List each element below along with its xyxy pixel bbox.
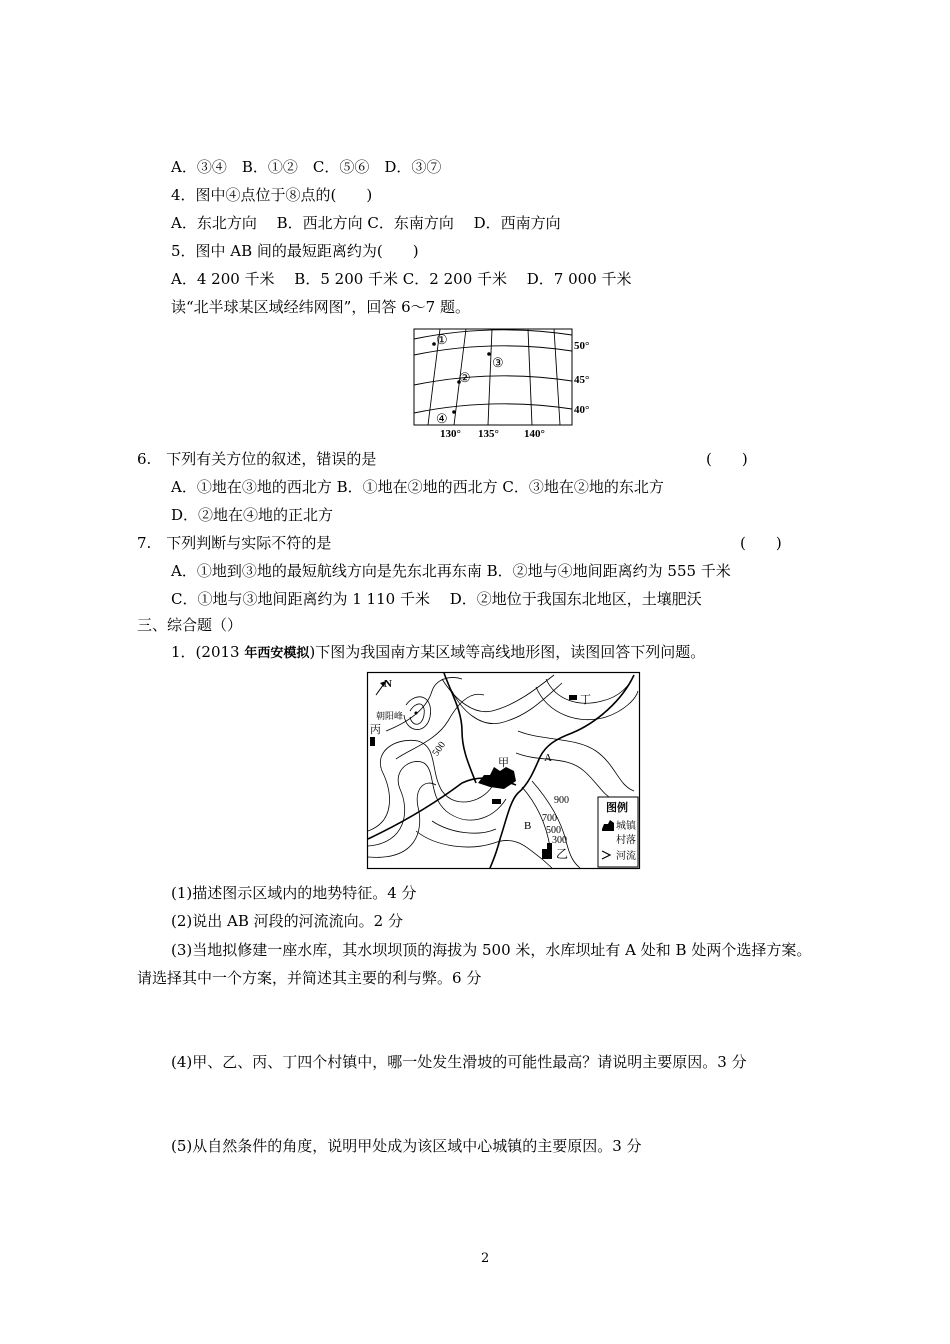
peak-label: 朝阳峰 xyxy=(376,711,404,721)
longitude-label-130: 130° xyxy=(440,428,461,440)
q4-stem: 4．图中④点位于⑧点的( ) xyxy=(171,186,373,204)
town-jia-label: 甲 xyxy=(498,757,509,769)
composite-q1-sub3-line1: (3)当地拟修建一座水库，其水坝坝顶的海拔为 500 米，水库坝址有 A 处和 B 处两个选择方案。 xyxy=(171,941,812,959)
contour-label-500-left: 500 xyxy=(430,739,449,759)
q5-options: A．4 200 千米 B．5 200 千米 C．2 200 千米 D．7 000 千米 xyxy=(171,270,632,288)
point-b-label: B xyxy=(524,820,532,832)
q7-options-line2: C．①地与③地间距离约为 1 110 千米 D．②地位于我国东北地区，土壤肥沃 xyxy=(171,590,702,608)
composite-q1-sub5: (5)从自然条件的角度，说明甲处成为该区域中心城镇的主要原因。3 分 xyxy=(171,1137,642,1155)
grid-point-3: ③ xyxy=(492,355,504,370)
village-ding-label: 丁 xyxy=(580,694,591,706)
latitude-label-40: 40° xyxy=(574,404,590,416)
composite-q1-sub3-line2: 请选择其中一个方案，并简述其主要的利与弊。6 分 xyxy=(137,969,482,987)
contour-label-700: 700 xyxy=(542,813,557,824)
q7-stem: 7. 下列判断与实际不符的是 xyxy=(137,534,332,552)
longitude-label-140: 140° xyxy=(524,428,545,440)
q7-answer-paren: ( ) xyxy=(740,534,782,552)
q6-options-line2: D．②地在④地的正北方 xyxy=(171,506,334,524)
lat-lon-grid-figure xyxy=(412,327,602,441)
grid-point-2: ② xyxy=(459,370,471,385)
page-number: 2 xyxy=(481,1251,490,1266)
contour-label-500-right: 500 xyxy=(546,825,561,836)
section-3-heading: 三、综合题（） xyxy=(137,616,243,634)
composite-q1-sub2: (2)说出 AB 河段的河流流向。2 分 xyxy=(171,912,403,930)
longitude-label-135: 135° xyxy=(478,428,499,440)
q6-options-line1: A．①地在③地的西北方 B．①地在②地的西北方 C．③地在②地的东北方 xyxy=(171,478,664,496)
point-a-label: A xyxy=(544,752,552,764)
composite-q1-prefix: 1．(2013 xyxy=(171,643,245,661)
composite-q1-rest: )下图为我国南方某区域等高线地形图，读图回答下列问题。 xyxy=(309,643,706,661)
q6-stem: 6. 下列有关方位的叙述，错误的是 xyxy=(137,450,377,468)
village-yi-label: 乙 xyxy=(556,847,569,861)
q3-options: A．③④ B．①② C．⑤⑥ D．③⑦ xyxy=(171,158,442,176)
contour-label-900: 900 xyxy=(554,795,569,806)
village-bing-label: 丙 xyxy=(370,724,381,736)
q4-options: A．东北方向 B．西北方向 C．东南方向 D．西南方向 xyxy=(171,214,561,232)
legend-title: 图例 xyxy=(606,802,628,814)
q6-answer-paren: ( ) xyxy=(706,450,748,468)
composite-q1-source: 年西安模拟 xyxy=(244,646,310,661)
legend-item-town: 城镇 xyxy=(616,821,636,832)
read-instruction: 读“北半球某区域经纬网图”，回答 6～7 题。 xyxy=(171,298,470,316)
north-label: N xyxy=(384,678,392,690)
legend-item-village: 村落 xyxy=(616,835,636,846)
latitude-label-50: 50° xyxy=(574,340,590,352)
composite-q1-sub1: (1)描述图示区域内的地势特征。4 分 xyxy=(171,884,417,902)
q7-options-line1: A．①地到③地的最短航线方向是先东北再东南 B．②地与④地间距离约为 555 千米 xyxy=(171,562,731,580)
q5-stem: 5．图中 AB 间的最短距离约为( ) xyxy=(171,242,419,260)
composite-q1-stem xyxy=(171,642,705,664)
grid-point-1: ① xyxy=(436,332,448,347)
contour-map-figure xyxy=(366,671,642,871)
composite-q1-sub4: (4)甲、乙、丙、丁四个村镇中，哪一处发生滑坡的可能性最高？请说明主要原因。3 分 xyxy=(171,1053,747,1071)
grid-point-4: ④ xyxy=(436,411,448,426)
legend-item-river: 河流 xyxy=(616,851,636,862)
contour-label-300: 300 xyxy=(552,835,567,846)
latitude-label-45: 45° xyxy=(574,374,590,386)
